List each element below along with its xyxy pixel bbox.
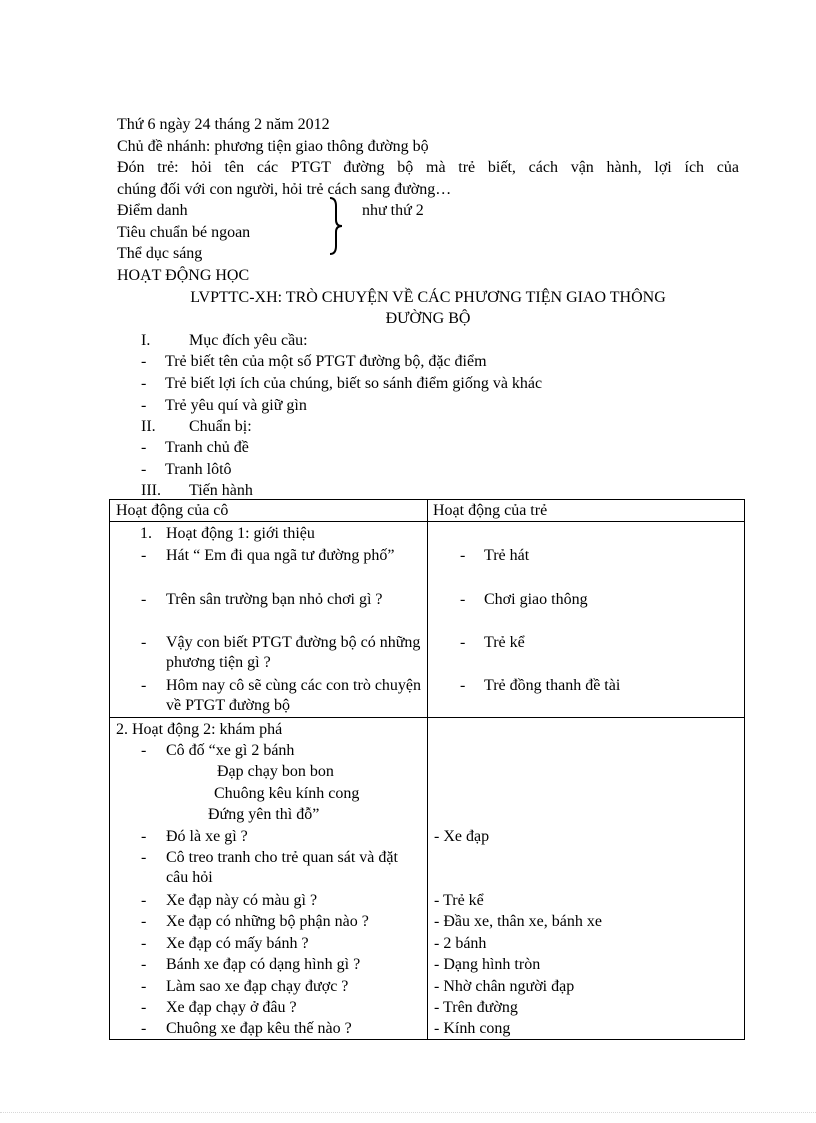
welcome-line-1: Đón trẻ: hỏi tên các PTGT đường bộ mà trẻ biết, cách vận hành, lợi ích của (117, 159, 739, 176)
teacher-text: Cô treo tranh cho trẻ quan sát và đặt câu hỏi (166, 849, 398, 886)
bullet-dash: - (141, 591, 147, 608)
child-text: Trẻ đồng thanh đề tài (484, 677, 621, 694)
bullet-dash: - (460, 634, 466, 651)
welcome-line-2: chúng đối với con người, hỏi trẻ cách sang đường… (117, 181, 452, 198)
bullet-dash: - (141, 742, 147, 759)
section-title: Mục đích yêu cầu: (189, 332, 308, 349)
bullet-dash: - (460, 591, 466, 608)
list-item: Trẻ biết tên của một số PTGT đường bộ, đặc điểm (165, 353, 487, 370)
bullet-dash: - (141, 439, 147, 456)
list-number: 1. (140, 525, 152, 542)
teacher-text: Xe đạp này có màu gì ? (166, 892, 318, 909)
bullet-dash: - (141, 956, 147, 973)
bullet-dash: - (460, 677, 466, 694)
teacher-text: Làm sao xe đạp chạy được ? (166, 978, 349, 995)
bullet-dash: - (141, 978, 147, 995)
row-divider (110, 717, 744, 718)
child-text: Trẻ hát (484, 547, 530, 564)
child-text: - 2 bánh (434, 935, 487, 952)
bullet-dash: - (141, 397, 147, 414)
bullet-dash: - (141, 849, 147, 866)
routine-note: như thứ 2 (362, 202, 424, 219)
table-header-teacher: Hoạt động của cô (116, 502, 229, 519)
teacher-text: Bánh xe đạp có dạng hình gì ? (166, 956, 361, 973)
routine-item: Tiêu chuẩn bé ngoan (117, 224, 251, 241)
table-header-child: Hoạt động của trẻ (433, 502, 548, 519)
bullet-dash: - (460, 547, 466, 564)
teacher-text: Xe đạp có mấy bánh ? (166, 935, 309, 952)
activity-table (109, 499, 745, 1040)
row-divider (110, 521, 744, 522)
child-text: Chơi giao thông (484, 591, 588, 608)
riddle-line: Chuông kêu kính cong (214, 785, 360, 802)
list-item: Tranh lôtô (165, 461, 232, 478)
riddle-line: Đứng yên thì đỗ” (208, 806, 320, 823)
bullet-dash: - (141, 353, 147, 370)
child-text: - Trẻ kể (434, 892, 484, 909)
child-text: - Xe đạp (434, 828, 490, 845)
bullet-dash: - (141, 1020, 147, 1037)
activity-1-title: Hoạt động 1: giới thiệu (166, 525, 315, 542)
column-divider (427, 500, 428, 1039)
section-numeral: I. (141, 332, 151, 349)
child-text: - Đầu xe, thân xe, bánh xe (434, 913, 602, 930)
teacher-text: Xe đạp có những bộ phận nào ? (166, 913, 369, 930)
lesson-title-line-1: LVPTTC-XH: TRÒ CHUYỆN VỀ CÁC PHƯƠNG TIỆN GIAO THÔNG (190, 289, 666, 306)
bullet-dash: - (141, 828, 147, 845)
teacher-text: Chuông xe đạp kêu thế nào ? (166, 1020, 352, 1037)
routine-item: Thể dục sáng (117, 245, 203, 262)
teacher-text: Hát “ Em đi qua ngã tư đường phố” (166, 547, 395, 564)
activity-heading: HOẠT ĐỘNG HỌC (117, 267, 250, 284)
routine-item: Điểm danh (117, 202, 188, 219)
riddle-line: Đạp chạy bon bon (217, 763, 334, 780)
topic-line: Chủ đề nhánh: phương tiện giao thông đường bộ (117, 138, 429, 155)
list-item: Trẻ yêu quí và giữ gìn (165, 397, 307, 414)
list-item: Trẻ biết lợi ích của chúng, biết so sánh điểm giống và khác (165, 375, 543, 392)
section-numeral: II. (141, 418, 156, 435)
activity-2-title: 2. Hoạt động 2: khám phá (116, 721, 283, 738)
riddle-line: Cô đố “xe gì 2 bánh (166, 742, 295, 759)
page-bottom-edge (0, 1112, 816, 1114)
lesson-title-line-2: ĐƯỜNG BỘ (385, 310, 471, 327)
bullet-dash: - (141, 999, 147, 1016)
teacher-text: Vậy con biết PTGT đường bộ có những phương tiện gì ? (166, 634, 421, 671)
bullet-dash: - (141, 892, 147, 909)
date-line: Thứ 6 ngày 24 tháng 2 năm 2012 (117, 116, 330, 133)
teacher-text: Xe đạp chạy ở đâu ? (166, 999, 297, 1016)
bullet-dash: - (141, 461, 147, 478)
bullet-dash: - (141, 547, 147, 564)
section-title: Tiến hành (189, 482, 253, 499)
child-text: - Trên đường (434, 999, 518, 1016)
bullet-dash: - (141, 913, 147, 930)
list-item: Tranh chủ đề (165, 439, 249, 456)
bullet-dash: - (141, 375, 147, 392)
teacher-text: Đó là xe gì ? (166, 828, 248, 845)
curly-brace-icon (326, 196, 344, 256)
child-text: Trẻ kể (484, 634, 525, 651)
teacher-text: Trên sân trường bạn nhỏ chơi gì ? (166, 591, 383, 608)
section-numeral: III. (141, 482, 161, 499)
bullet-dash: - (141, 634, 147, 651)
child-text: - Nhờ chân người đạp (434, 978, 575, 995)
bullet-dash: - (141, 935, 147, 952)
bullet-dash: - (141, 677, 147, 694)
child-text: - Kính cong (434, 1020, 511, 1037)
child-text: - Dạng hình tròn (434, 956, 541, 973)
section-title: Chuẩn bị: (189, 418, 252, 435)
teacher-text: Hôm nay cô sẽ cùng các con trò chuyện về PTGT đường bộ (166, 677, 422, 714)
